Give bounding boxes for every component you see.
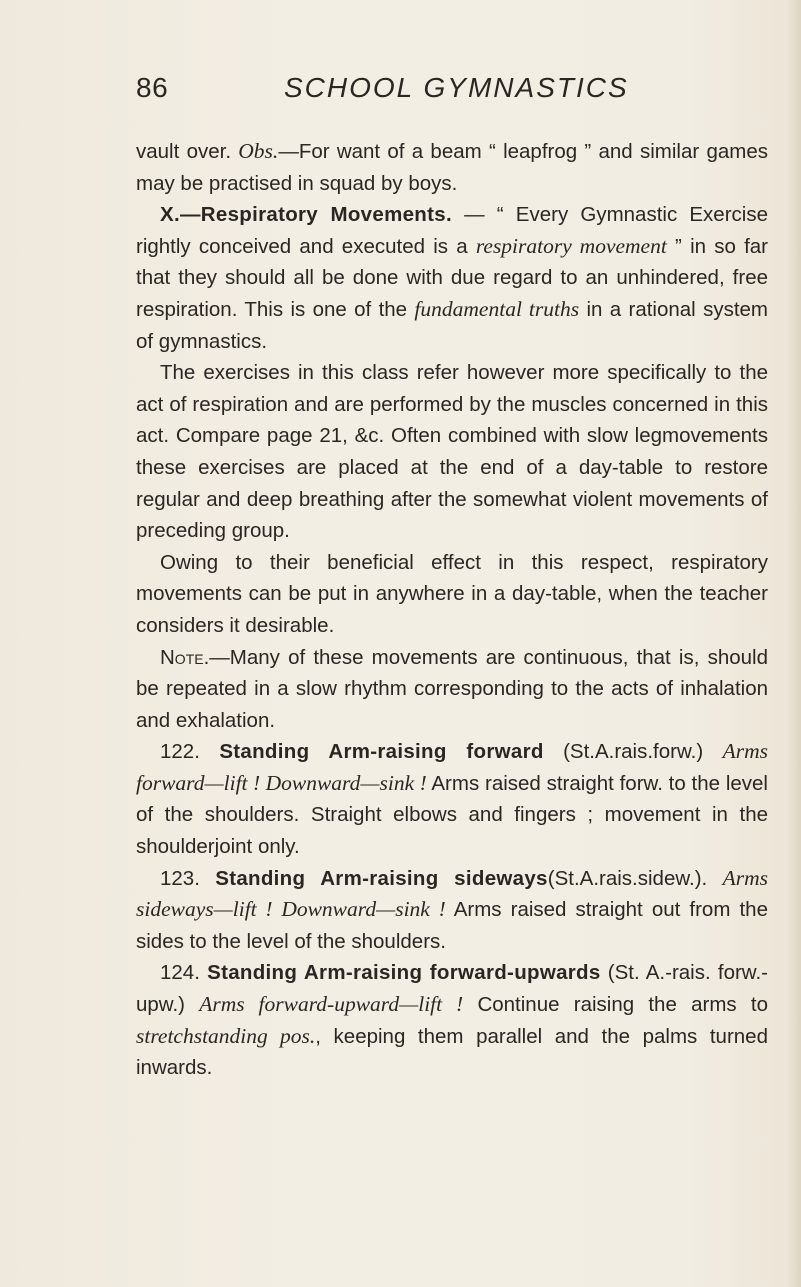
text-run: Arms raised straight forw. to the level of the shoulders. Straight elbows and fingers ; movement in the shoulderjoint only. <box>136 771 768 859</box>
exercise-number: 123. <box>160 866 216 890</box>
exercise-number: 122. <box>160 740 220 764</box>
section-heading: X.—Respiratory Movements. <box>160 203 452 227</box>
paragraph-note <box>136 642 768 737</box>
text-run: Arms raised straight out from the sides to the level of the shoulders. <box>136 898 768 953</box>
exercise-title: Standing Arm-raising forward-upwards <box>207 961 601 985</box>
exercise-title: Standing Arm-raising sideways <box>215 866 548 890</box>
italic-command: Arms sideways—lift ! Downward—sink ! <box>136 865 768 922</box>
text-run: (St. A.-rais. forw.-upw.) <box>136 961 768 1017</box>
paragraph-respiratory-movements <box>136 199 768 357</box>
italic-command: Arms forward—lift ! Downward—sink ! <box>136 739 768 795</box>
text-run: vault over. <box>136 140 239 163</box>
paragraph-exercise-122 <box>136 736 768 862</box>
paragraph-exercise-124 <box>136 957 768 1083</box>
italic-obs: Obs. <box>238 139 279 163</box>
text-run: — “ Every Gymnastic Exercise rightly conceived and executed is a <box>136 203 768 258</box>
body-text <box>136 136 768 1084</box>
paragraph-vault <box>136 136 768 199</box>
page-header <box>0 72 801 112</box>
text-run: Continue raising the arms to <box>463 993 768 1017</box>
paragraph-exercise-123 <box>136 863 768 958</box>
note-label: Note. <box>160 645 210 669</box>
exercise-number: 124. <box>160 961 208 985</box>
running-title: SCHOOL GYMNASTICS <box>284 72 629 103</box>
paragraph-exercises-class: The exercises in this class refer however more specifically to the act of respiration and are performed by the muscles concerned in this act. Compare page 21, &c. Often combined with slow legmovements these exercises are placed at the end of a day-table to restore regular and deep breathing after the somewhat violent movements of preceding group. <box>136 361 768 543</box>
paragraph-beneficial-effect: Owing to their beneficial effect in this respect, respiratory movements can be put in anywhere in a day-table, when the teacher considers it desirable. <box>136 550 768 637</box>
page-number: 86 <box>136 72 169 103</box>
text-run: —Many of these movements are continuous, that is, should be repeated in a slow rhythm corresponding to the acts of inhalation and exhalation. <box>136 645 768 732</box>
text-run: in a rational system of gymnastics. <box>136 297 769 353</box>
italic-phrase: fundamental truths <box>414 296 580 321</box>
text-run: ” in so far that they should all be done with due regard to an unhindered, free respiration. This is one of the <box>136 234 769 321</box>
text-run: , keeping them parallel and the palms turned inwards. <box>136 1024 768 1080</box>
page-edge-shadow <box>787 0 801 1287</box>
italic-phrase: stretchstanding pos. <box>136 1023 316 1048</box>
text-run: —For want of a beam “ leapfrog ” and similar games may be practised in squad by boys. <box>136 140 768 195</box>
text-run: (St.A.rais.sidew.). <box>547 866 723 890</box>
exercise-title: Standing Arm-raising forward <box>219 740 544 764</box>
italic-command: Arms forward-upward—lift ! <box>199 992 464 1017</box>
italic-phrase: respiratory movement <box>475 233 667 258</box>
text-run: (St.A.rais.forw.) <box>543 740 723 764</box>
